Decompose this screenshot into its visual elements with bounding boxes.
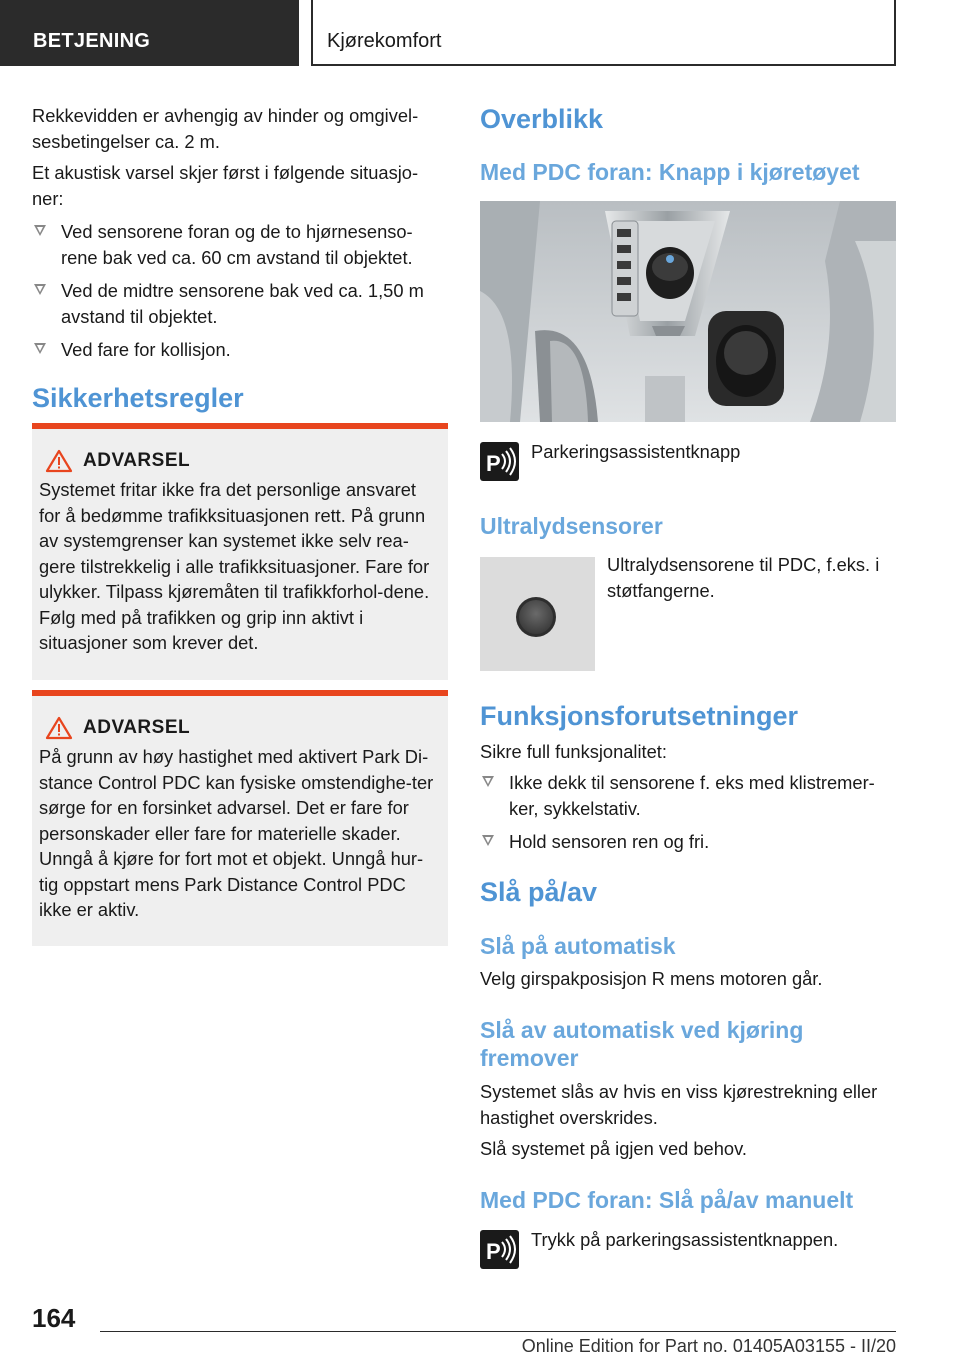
list-item: Ved de midtre sensorene bak ved ca. 1,50 m avstand til objektet. [32, 278, 448, 329]
triangle-bullet-icon [34, 225, 46, 236]
triangle-bullet-icon [34, 284, 46, 295]
warning-box-2 [32, 690, 448, 946]
svg-text:P: P [486, 451, 501, 476]
intro-paragraph-1: Rekkevidden er avhengig av hinder og omgivel-sesbetingelser ca. 2 m. [32, 105, 419, 152]
manual-text: Trykk på parkeringsassistentknappen. [531, 1229, 839, 1250]
auto-off-text-2: Slå systemet på igjen ved behov. [480, 1138, 747, 1159]
warning-box-1 [32, 423, 448, 680]
list-item: Ved fare for kollisjon. [32, 337, 448, 363]
footer-divider [100, 1331, 896, 1332]
warning-triangle-icon [45, 449, 73, 473]
svg-text:P: P [486, 1239, 501, 1264]
requirements-list [480, 770, 896, 855]
ultrasonic-text: Ultralydsensorene til PDC, f.eks. i støtfangerne. [607, 554, 880, 601]
center-console-photo [480, 201, 896, 422]
center-console-illustration [480, 201, 896, 422]
auto-on-heading: Slå på automatisk [480, 933, 676, 959]
edition-label: Online Edition for Part no. 01405A03155 - II/20 [521, 1336, 896, 1356]
auto-off-text-1: Systemet slås av hvis en viss kjørestrekning eller hastighet overskrides. [480, 1081, 878, 1128]
triangle-bullet-icon [482, 835, 494, 846]
section-tab: BETJENING [0, 0, 299, 66]
list-item: Hold sensoren ren og fri. [480, 829, 896, 855]
auto-off-heading: Slå av automatisk ved kjøring fremover [480, 1017, 804, 1071]
warning-triangle-icon [45, 716, 73, 740]
ultrasonic-heading: Ultralydsensorer [480, 513, 663, 539]
requirements-intro: Sikre full funksjonalitet: [480, 741, 667, 762]
warning-text: Systemet fritar ikke fra det personlige ansvaret for å bedømme trafikksituasjonen rett. På grunn av systemgrenser kan systemet ikke selv rea-gere tilstrekkelig i alle trafikksituasjoner. Fare for ulykker. Tilpass kjøremåten til trafikkforhol-dene. Følg med på trafikken og grip inn aktivt i situasjoner som krever det. [39, 479, 430, 653]
intro-paragraph-2: Et akustisk varsel skjer først i følgende situasjo-ner: [32, 162, 419, 209]
triangle-bullet-icon [34, 343, 46, 354]
list-item: Ikke dekk til sensorene f. eks med klistremer-ker, sykkelstativ. [480, 770, 896, 821]
alert-conditions-list [32, 219, 448, 363]
button-label: Parkeringsassistentknapp [531, 441, 741, 462]
warning-header [39, 449, 441, 473]
requirements-heading: Funksjonsforutsetninger [480, 701, 799, 731]
page-header [0, 0, 960, 66]
page-number: 164 [32, 1303, 76, 1333]
ultrasonic-sensor-photo [480, 557, 595, 671]
pdc-front-heading: Med PDC foran: Knapp i kjøretøyet [480, 159, 860, 185]
warning-text: På grunn av høy hastighet med aktivert Park Di-stance Control PDC kan fysiske omstendighe-ter sørge for en forsinket advarsel. Det er fare for personskader eller fare for materielle skader. Unngå å kjøre for fort mot et objekt. Unngå hur-tig oppstart mens Park Distance Control PDC ikke er aktiv. [39, 746, 434, 920]
parking-assistant-button-icon [480, 442, 519, 481]
onoff-heading: Slå på/av [480, 877, 598, 907]
chapter-title: Kjørekomfort [311, 0, 896, 66]
triangle-bullet-icon [482, 776, 494, 787]
parking-assistant-button-icon [480, 1230, 519, 1269]
warning-header [39, 716, 441, 740]
manual-heading: Med PDC foran: Slå på/av manuelt [480, 1187, 854, 1213]
list-item: Ved sensorene foran og de to hjørnesenso-rene bak ved ca. 60 cm avstand til objektet. [32, 219, 448, 270]
safety-heading: Sikkerhetsregler [32, 383, 244, 413]
warning-title: ADVARSEL [83, 717, 191, 738]
warning-title: ADVARSEL [83, 450, 191, 471]
overview-heading: Overblikk [480, 104, 604, 134]
auto-on-text: Velg girspakposisjon R mens motoren går. [480, 968, 823, 989]
